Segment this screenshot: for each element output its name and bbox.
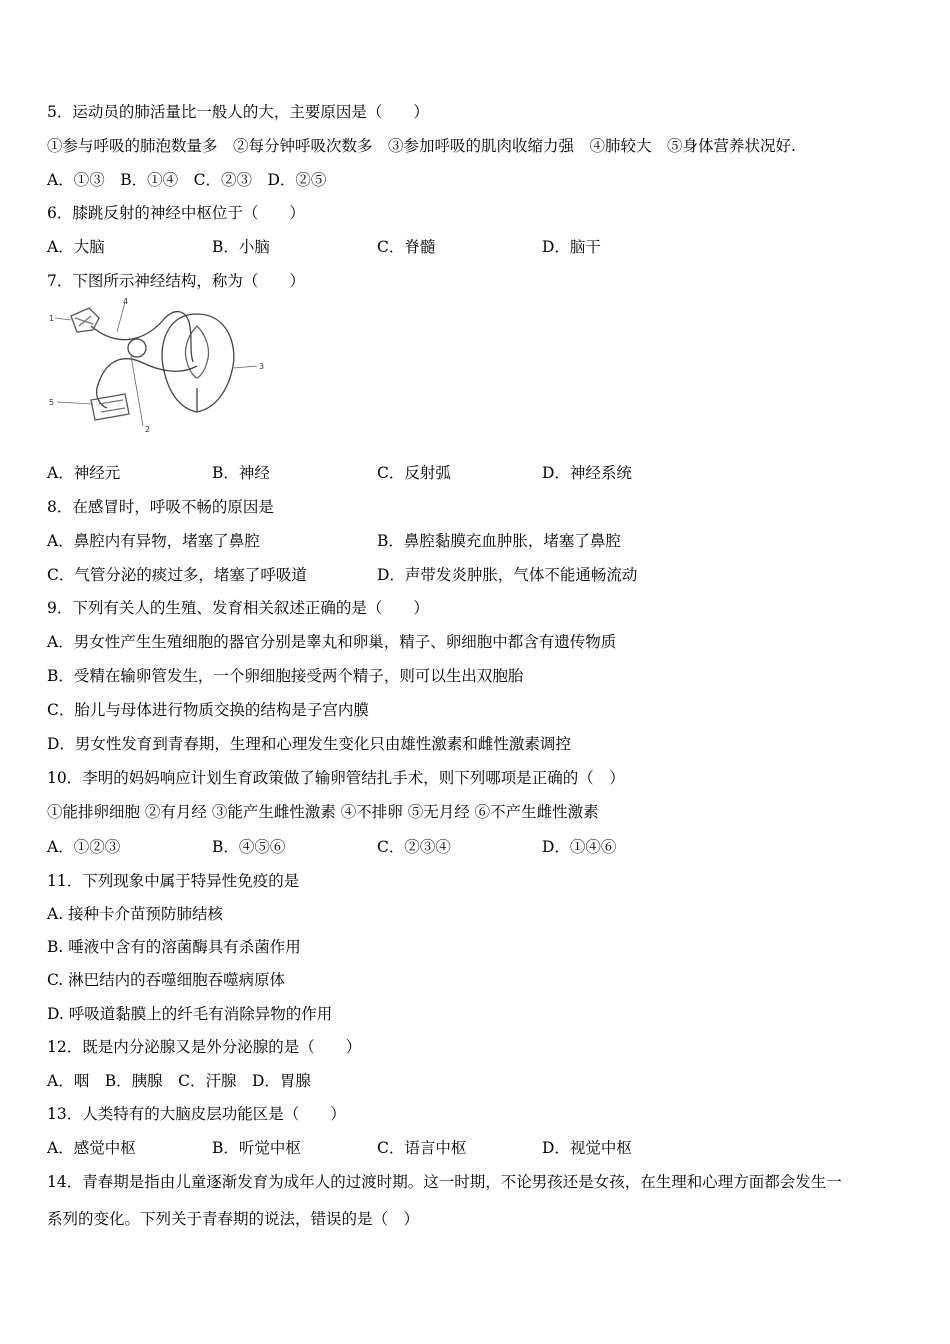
q8-options-row2 (47, 565, 927, 585)
q6-option-d: D．脑干 (542, 238, 601, 256)
q9-option-d: D．男女性发育到青春期，生理和心理发生变化只由雄性激素和雌性激素调控 (47, 735, 571, 753)
q13-option-d: D．视觉中枢 (542, 1139, 632, 1157)
q9-option-c: C．胎儿与母体进行物质交换的结构是子宫内膜 (47, 701, 369, 719)
q5-stem: 5．运动员的肺活量比一般人的大，主要原因是（ ） (47, 103, 429, 121)
q14-stem-line1: 14．青春期是指由儿童逐渐发育为成年人的过渡时期。这一时期，不论男孩还是女孩，在生理和心理方面都会发生一 (47, 1173, 842, 1191)
q8-options-row1 (47, 531, 927, 551)
q13-option-c: C．语言中枢 (377, 1139, 467, 1157)
q7-option-b: B．神经 (212, 464, 270, 482)
figure-label-2: 2 (145, 425, 151, 434)
q11-option-a: A. 接种卡介苗预防肺结核 (47, 905, 224, 923)
q10-stem: 10．李明的妈妈响应计划生育政策做了输卵管结扎手术，则下列哪项是正确的（ ） (47, 769, 625, 787)
q5-options: A．①③ B．①④ C．②③ D．②⑤ (47, 171, 327, 189)
q13-option-b: B．听觉中枢 (212, 1139, 301, 1157)
q7-stem: 7．下图所示神经结构，称为（ ） (47, 272, 305, 290)
figure-label-1: 1 (49, 314, 55, 323)
q12-stem: 12．既是内分泌腺又是外分泌腺的是（ ） (47, 1038, 362, 1056)
q10-option-a: A．①②③ (47, 838, 121, 856)
q6-option-c: C．脊髓 (377, 238, 436, 256)
q11-option-c: C. 淋巴结内的吞噬细胞吞噬病原体 (47, 971, 286, 989)
q7-option-d: D．神经系统 (542, 464, 632, 482)
q13-options (47, 1138, 927, 1158)
q6-options (47, 237, 927, 257)
q5-items: ①参与呼吸的肺泡数量多 ②每分钟呼吸次数多 ③参加呼吸的肌肉收缩力强 ④肺较大 ⑤身体营养状况好. (47, 137, 796, 155)
q8-option-c: C．气管分泌的痰过多，堵塞了呼吸道 (47, 566, 307, 584)
q10-items: ①能排卵细胞 ②有月经 ③能产生雌性激素 ④不排卵 ⑤无月经 ⑥不产生雌性激素 (47, 803, 599, 821)
q6-stem: 6．膝跳反射的神经中枢位于（ ） (47, 204, 305, 222)
q7-options (47, 463, 927, 483)
q6-option-a: A．大脑 (47, 238, 105, 256)
q12-options: A．咽 B．胰腺 C．汗腺 D．胃腺 (47, 1072, 311, 1090)
q7-option-c: C．反射弧 (377, 464, 451, 482)
figure-label-4: 4 (123, 297, 129, 306)
q8-option-b: B．鼻腔黏膜充血肿胀，堵塞了鼻腔 (377, 532, 621, 550)
reflex-arc-figure (47, 296, 267, 436)
q8-option-a: A．鼻腔内有异物，堵塞了鼻腔 (47, 532, 260, 550)
q8-option-d: D．声带发炎肿胀，气体不能通畅流动 (377, 566, 638, 584)
q7-option-a: A．神经元 (47, 464, 121, 482)
q14-stem-line2: 系列的变化。下列关于青春期的说法，错误的是（ ） (47, 1210, 420, 1228)
q10-options (47, 837, 927, 857)
q8-stem: 8．在感冒时，呼吸不畅的原因是 (47, 498, 274, 516)
figure-label-5: 5 (49, 398, 55, 407)
q11-option-d: D. 呼吸道黏膜上的纤毛有消除异物的作用 (47, 1005, 333, 1023)
q9-option-a: A．男女性产生生殖细胞的器官分别是睾丸和卵巢，精子、卵细胞中都含有遗传物质 (47, 633, 617, 651)
reflex-arc-diagram (47, 296, 267, 436)
q11-stem: 11．下列现象中属于特异性免疫的是 (47, 872, 300, 890)
q10-option-b: B．④⑤⑥ (212, 838, 286, 856)
q13-stem: 13．人类特有的大脑皮层功能区是（ ） (47, 1105, 346, 1123)
q6-option-b: B．小脑 (212, 238, 270, 256)
q10-option-c: C．②③④ (377, 838, 451, 856)
q11-option-b: B. 唾液中含有的溶菌酶具有杀菌作用 (47, 938, 301, 956)
q10-option-d: D．①④⑥ (542, 838, 617, 856)
q13-option-a: A．感觉中枢 (47, 1139, 136, 1157)
q9-stem: 9．下列有关人的生殖、发育相关叙述正确的是（ ） (47, 599, 429, 617)
figure-label-3: 3 (259, 362, 265, 371)
q9-option-b: B．受精在输卵管发生，一个卵细胞接受两个精子，则可以生出双胞胎 (47, 667, 524, 685)
